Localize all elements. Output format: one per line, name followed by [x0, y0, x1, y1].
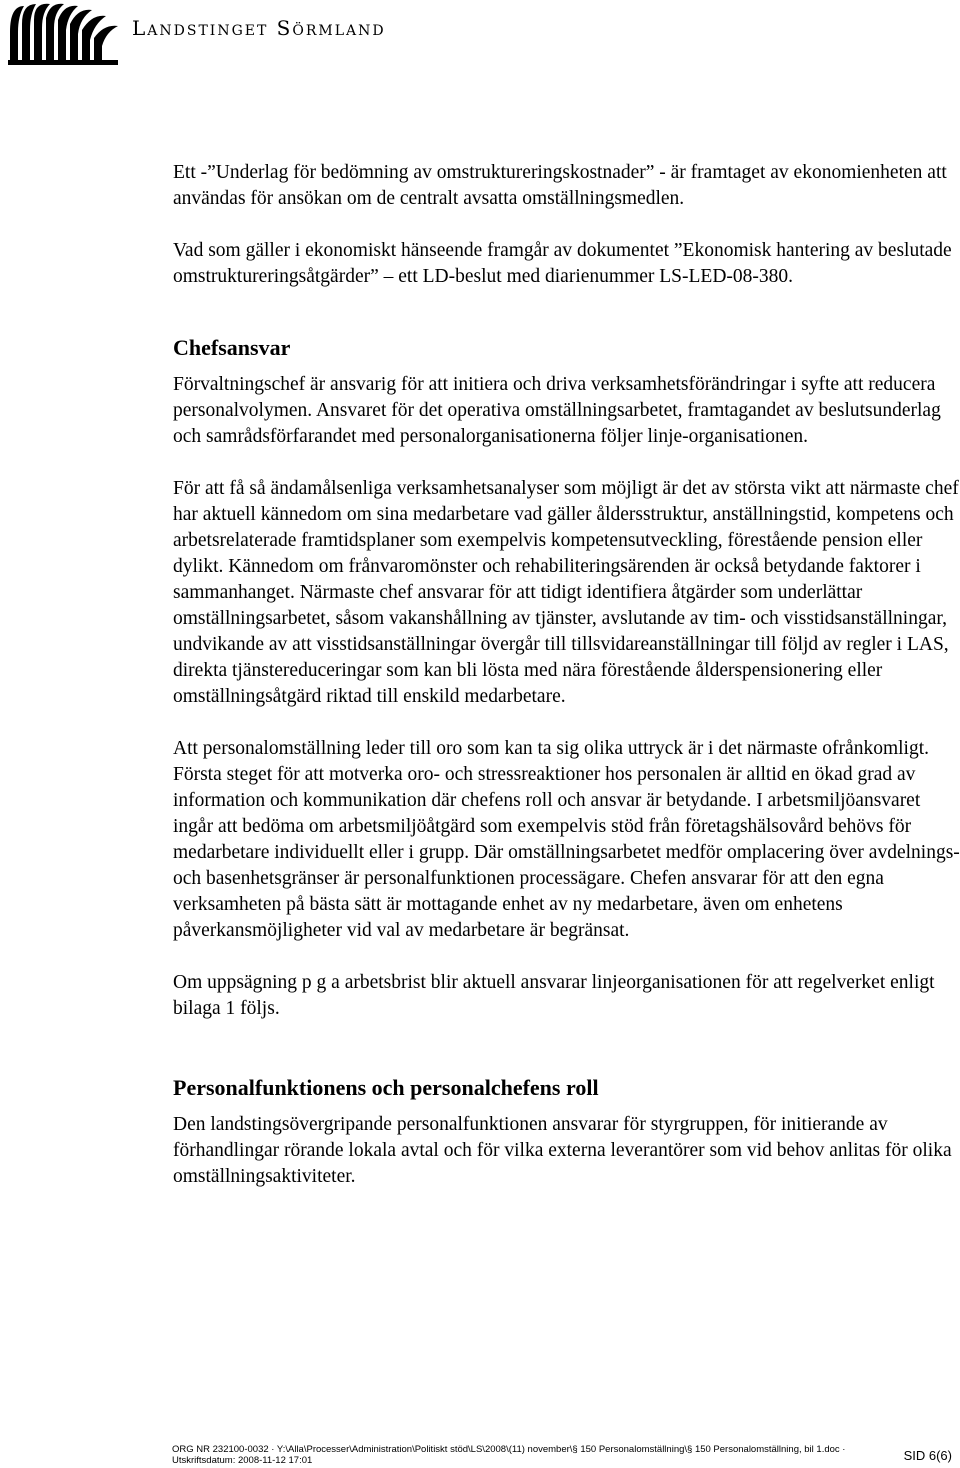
- paragraph-uppsagning: Om uppsägning p g a arbetsbrist blir aktuell ansvarar linjeorganisationen för att regelverket enligt bilaga 1 följs.: [173, 972, 935, 1019]
- paragraph-ekonomisk-hantering: Vad som gäller i ekonomiskt hänseende framgår av dokumentet ”Ekonomisk hantering av beslutade omstruktureringsåtgärder” – ett LD-beslut med diarienummer LS-LED-08-380.: [173, 240, 952, 287]
- footer-file-path: ORG NR 232100-0032 · Y:\Alla\Processer\Administration\Politiskt stöd\LS\2008\(11) november\§ 150 Personalomställning\§ 150 Personalomställning, bil 1.doc ·: [172, 1444, 846, 1455]
- paragraph-forvaltningschef: Förvaltningschef är ansvarig för att initiera och driva verksamhetsförändringar i syfte att reducera personalvolymen. Ansvaret för det operativa omställningsarbetet, framtagandet av beslutsunderlag och samrådsförfarandet med personalorganisationerna följer linje-organisationen.: [173, 374, 941, 447]
- heading-chefsansvar: Chefsansvar: [173, 335, 291, 360]
- page-footer: [172, 1444, 960, 1466]
- heading-personalfunktionen: Personalfunktionens och personalchefens roll: [173, 1075, 599, 1100]
- paragraph-personalfunktionen: Den landstingsövergripande personalfunktionen ansvarar för styrgruppen, för initierande av förhandlingar rörande lokala avtal och för vilka externa leverantörer som vid behov anlitas för olika omställningsaktiviteter.: [173, 1114, 952, 1187]
- footer-print-date: Utskriftsdatum: 2008-11-12 17:01: [172, 1455, 313, 1466]
- page-header: [0, 0, 960, 70]
- paragraph-underlag: Ett -”Underlag för bedömning av omstruktureringskostnader” - är framtaget av ekonomienheten att användas för ansökan om de centralt avsatta omställningsmedlen.: [173, 162, 947, 209]
- page-number: SID 6(6): [903, 1448, 952, 1463]
- paragraph-personalomstallning: Att personalomställning leder till oro som kan ta sig olika uttryck är i det närmaste ofrånkomligt. Första steget för att motverka oro- och stressreaktioner hos personalen är alltid en ökad grad av information och kommunikation där chefens roll och ansvar är betydande. I arbetsmiljöansvaret ingår att bedöma om arbetsmiljöåtgärd som exempelvis stöd från företagshälsovård behövs för medarbetare individuellt eller i grupp. Där omställningsarbetet medför omplacering över avdelnings- och basenhetsgränser är personalfunktionen processägare. Chefen ansvarar för att den egna verksamheten på bästa sätt är mottagande enhet av ny medarbetare, även om enhetens påverkansmöjligheter vid val av medarbetare är begränsat.: [173, 738, 960, 941]
- organization-name: Landstinget Sörmland: [132, 16, 386, 40]
- document-body: [173, 160, 960, 1190]
- crown-logo-icon: [6, 2, 122, 66]
- paragraph-verksamhetsanalyser: För att få så ändamålsenliga verksamhetsanalyser som möjligt är det av största vikt att närmaste chef har aktuell kännedom om sina medarbetare vad gäller åldersstruktur, anställningstid, kompetens och arbetsrelaterade framtidsplaner som exempelvis kompetensutveckling, förestående pension eller dylikt. Kännedom om frånvaromönster och rehabiliteringsärenden är också betydande faktorer i sammanhanget. Närmaste chef ansvarar för att tidigt identifiera åtgärder som underlättar omställningsarbetet, såsom vakanshållning av tjänster, avslutande av tim- och visstidsanställningar, undvikande av att visstidsanställningar övergår till tillsvidareanställningar till följd av regler i LAS, direkta tjänstereduceringar som kan bli lösta med nära förestående ålderspensionering eller omställningsåtgärd riktad till enskild medarbetare.: [173, 478, 959, 707]
